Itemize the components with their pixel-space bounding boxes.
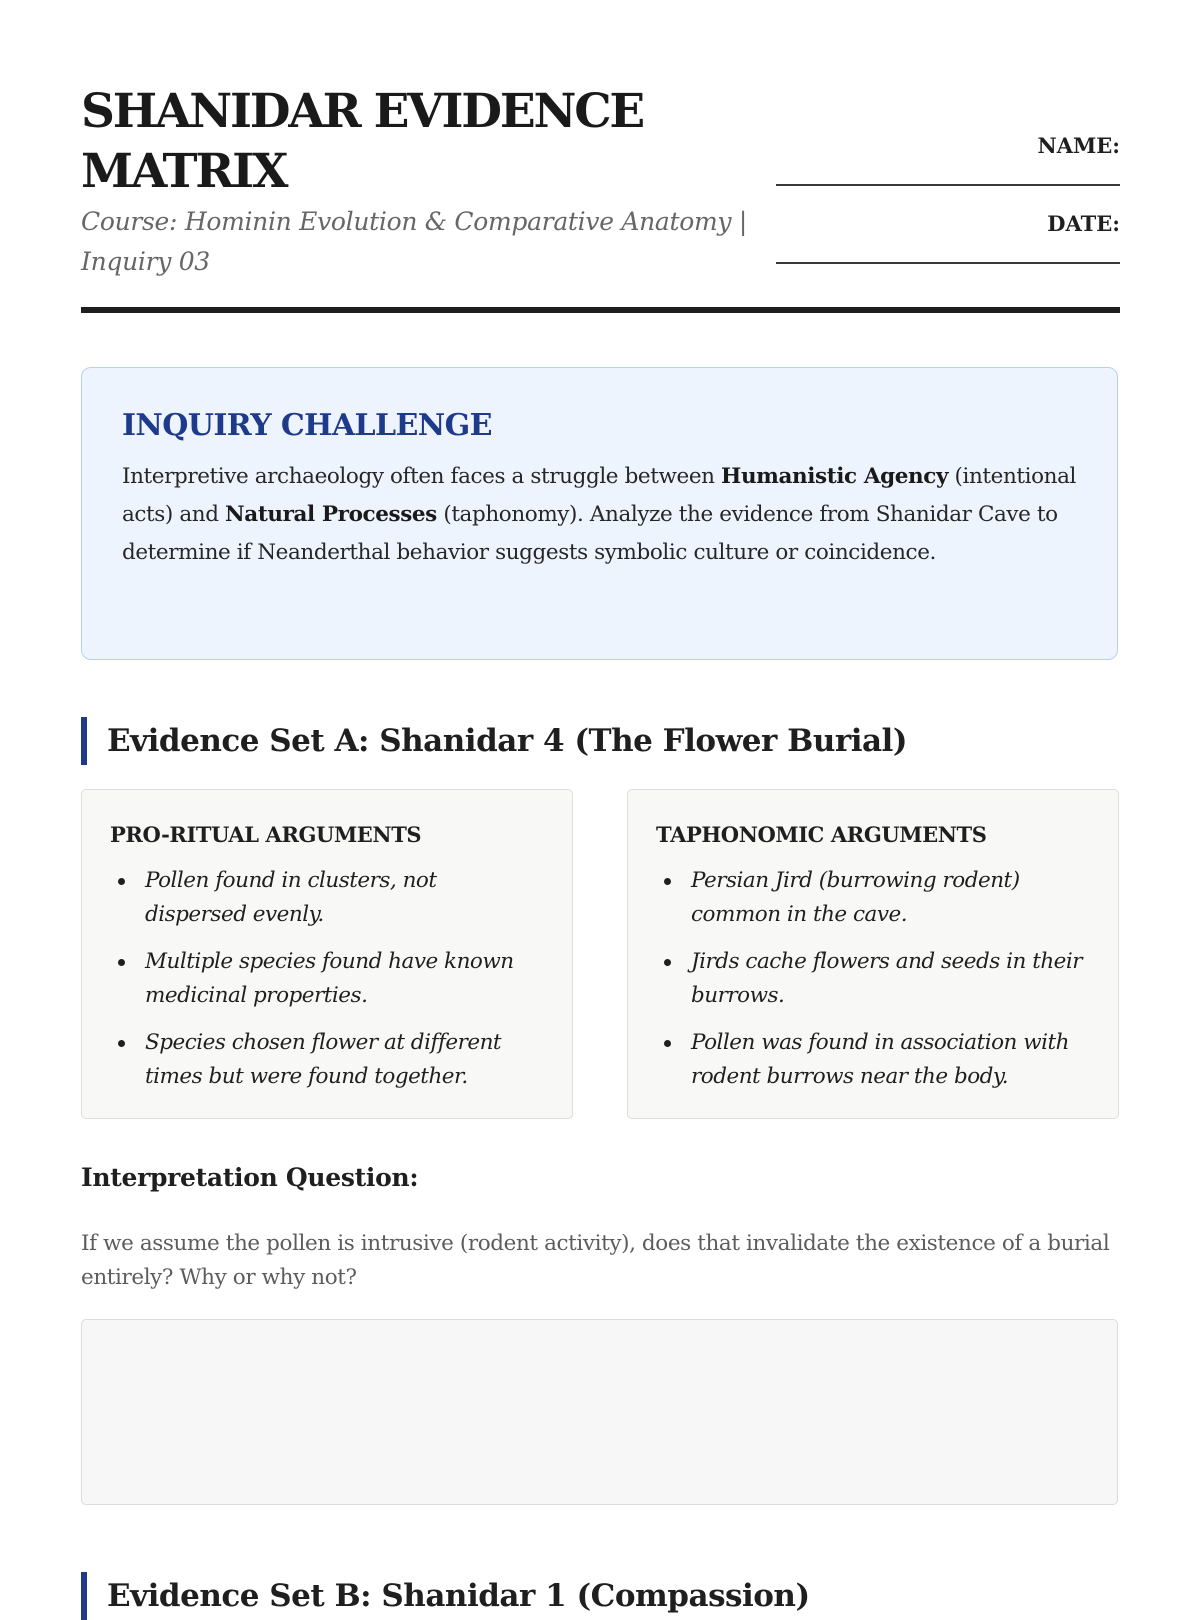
student-id-block (776, 132, 1120, 264)
taphonomic-title: TAPHONOMIC ARGUMENTS (656, 822, 987, 847)
list-item (656, 864, 1090, 932)
list-item (656, 1026, 1090, 1094)
challenge-text (122, 458, 1077, 572)
pro-ritual-card (81, 789, 573, 1119)
document-title: SHANIDAR EVIDENCE MATRIX (81, 84, 644, 199)
section-heading-a (81, 717, 1120, 765)
challenge-text-part: Interpretive archaeology often faces a struggle between (122, 464, 722, 489)
bullet-icon (118, 959, 125, 966)
worksheet-header (81, 0, 1120, 315)
bullet-icon (664, 1040, 671, 1047)
name-write-line[interactable] (776, 184, 1120, 186)
header-divider (81, 307, 1120, 313)
inquiry-challenge-box (81, 367, 1118, 660)
list-item-text: Jirds cache flowers and seeds in their burrows. (691, 949, 1083, 1008)
answer-input-box[interactable] (81, 1319, 1118, 1505)
interpretation-question-heading: Interpretation Question: (81, 1163, 419, 1192)
course-subtitle: Course: Hominin Evolution & Comparative Anatomy | Inquiry 03 (81, 207, 748, 276)
challenge-text-part: (intentional acts) and (122, 464, 1077, 527)
list-item-text: Persian Jird (burrowing rodent) common in the cave. (691, 868, 1020, 927)
date-label: DATE: (1047, 211, 1120, 236)
challenge-title: INQUIRY CHALLENGE (122, 408, 492, 443)
list-item-text: Pollen found in clusters, not dispersed evenly. (145, 868, 437, 927)
list-item (110, 945, 544, 1013)
pro-ritual-title: PRO-RITUAL ARGUMENTS (110, 822, 422, 847)
name-label: NAME: (1037, 133, 1120, 158)
interpretation-question-text: If we assume the pollen is intrusive (rodent activity), does that invalidate the existence of a burial entirely? Why or why not? (81, 1231, 1110, 1290)
taphonomic-card (627, 789, 1119, 1119)
evidence-set-b-title: Evidence Set B: Shanidar 1 (Compassion) (107, 1578, 810, 1614)
bullet-icon (118, 878, 125, 885)
bullet-icon (664, 878, 671, 885)
list-item-text: Multiple species found have known medicinal properties. (145, 949, 514, 1008)
section-accent-bar (81, 717, 87, 765)
evidence-set-a-title: Evidence Set A: Shanidar 4 (The Flower Burial) (107, 723, 907, 759)
term-natural-processes: Natural Processes (225, 502, 437, 527)
taphonomic-list (656, 864, 1090, 1094)
date-write-line[interactable] (776, 262, 1120, 264)
list-item (110, 864, 544, 932)
term-humanistic-agency: Humanistic Agency (721, 464, 949, 489)
section-accent-bar (81, 1572, 87, 1620)
challenge-text-part: (taphonomy). Analyze the evidence from Shanidar Cave to determine if Neanderthal behavior suggests symbolic culture or coincidence. (122, 502, 1058, 565)
section-heading-b (81, 1572, 1120, 1620)
list-item-text: Pollen was found in association with rodent burrows near the body. (691, 1030, 1070, 1089)
worksheet-page (81, 0, 1120, 1614)
list-item (656, 945, 1090, 1013)
bullet-icon (118, 1040, 125, 1047)
list-item-text: Species chosen flower at different times but were found together. (145, 1030, 502, 1089)
bullet-icon (664, 959, 671, 966)
pro-ritual-list (110, 864, 544, 1094)
list-item (110, 1026, 544, 1094)
